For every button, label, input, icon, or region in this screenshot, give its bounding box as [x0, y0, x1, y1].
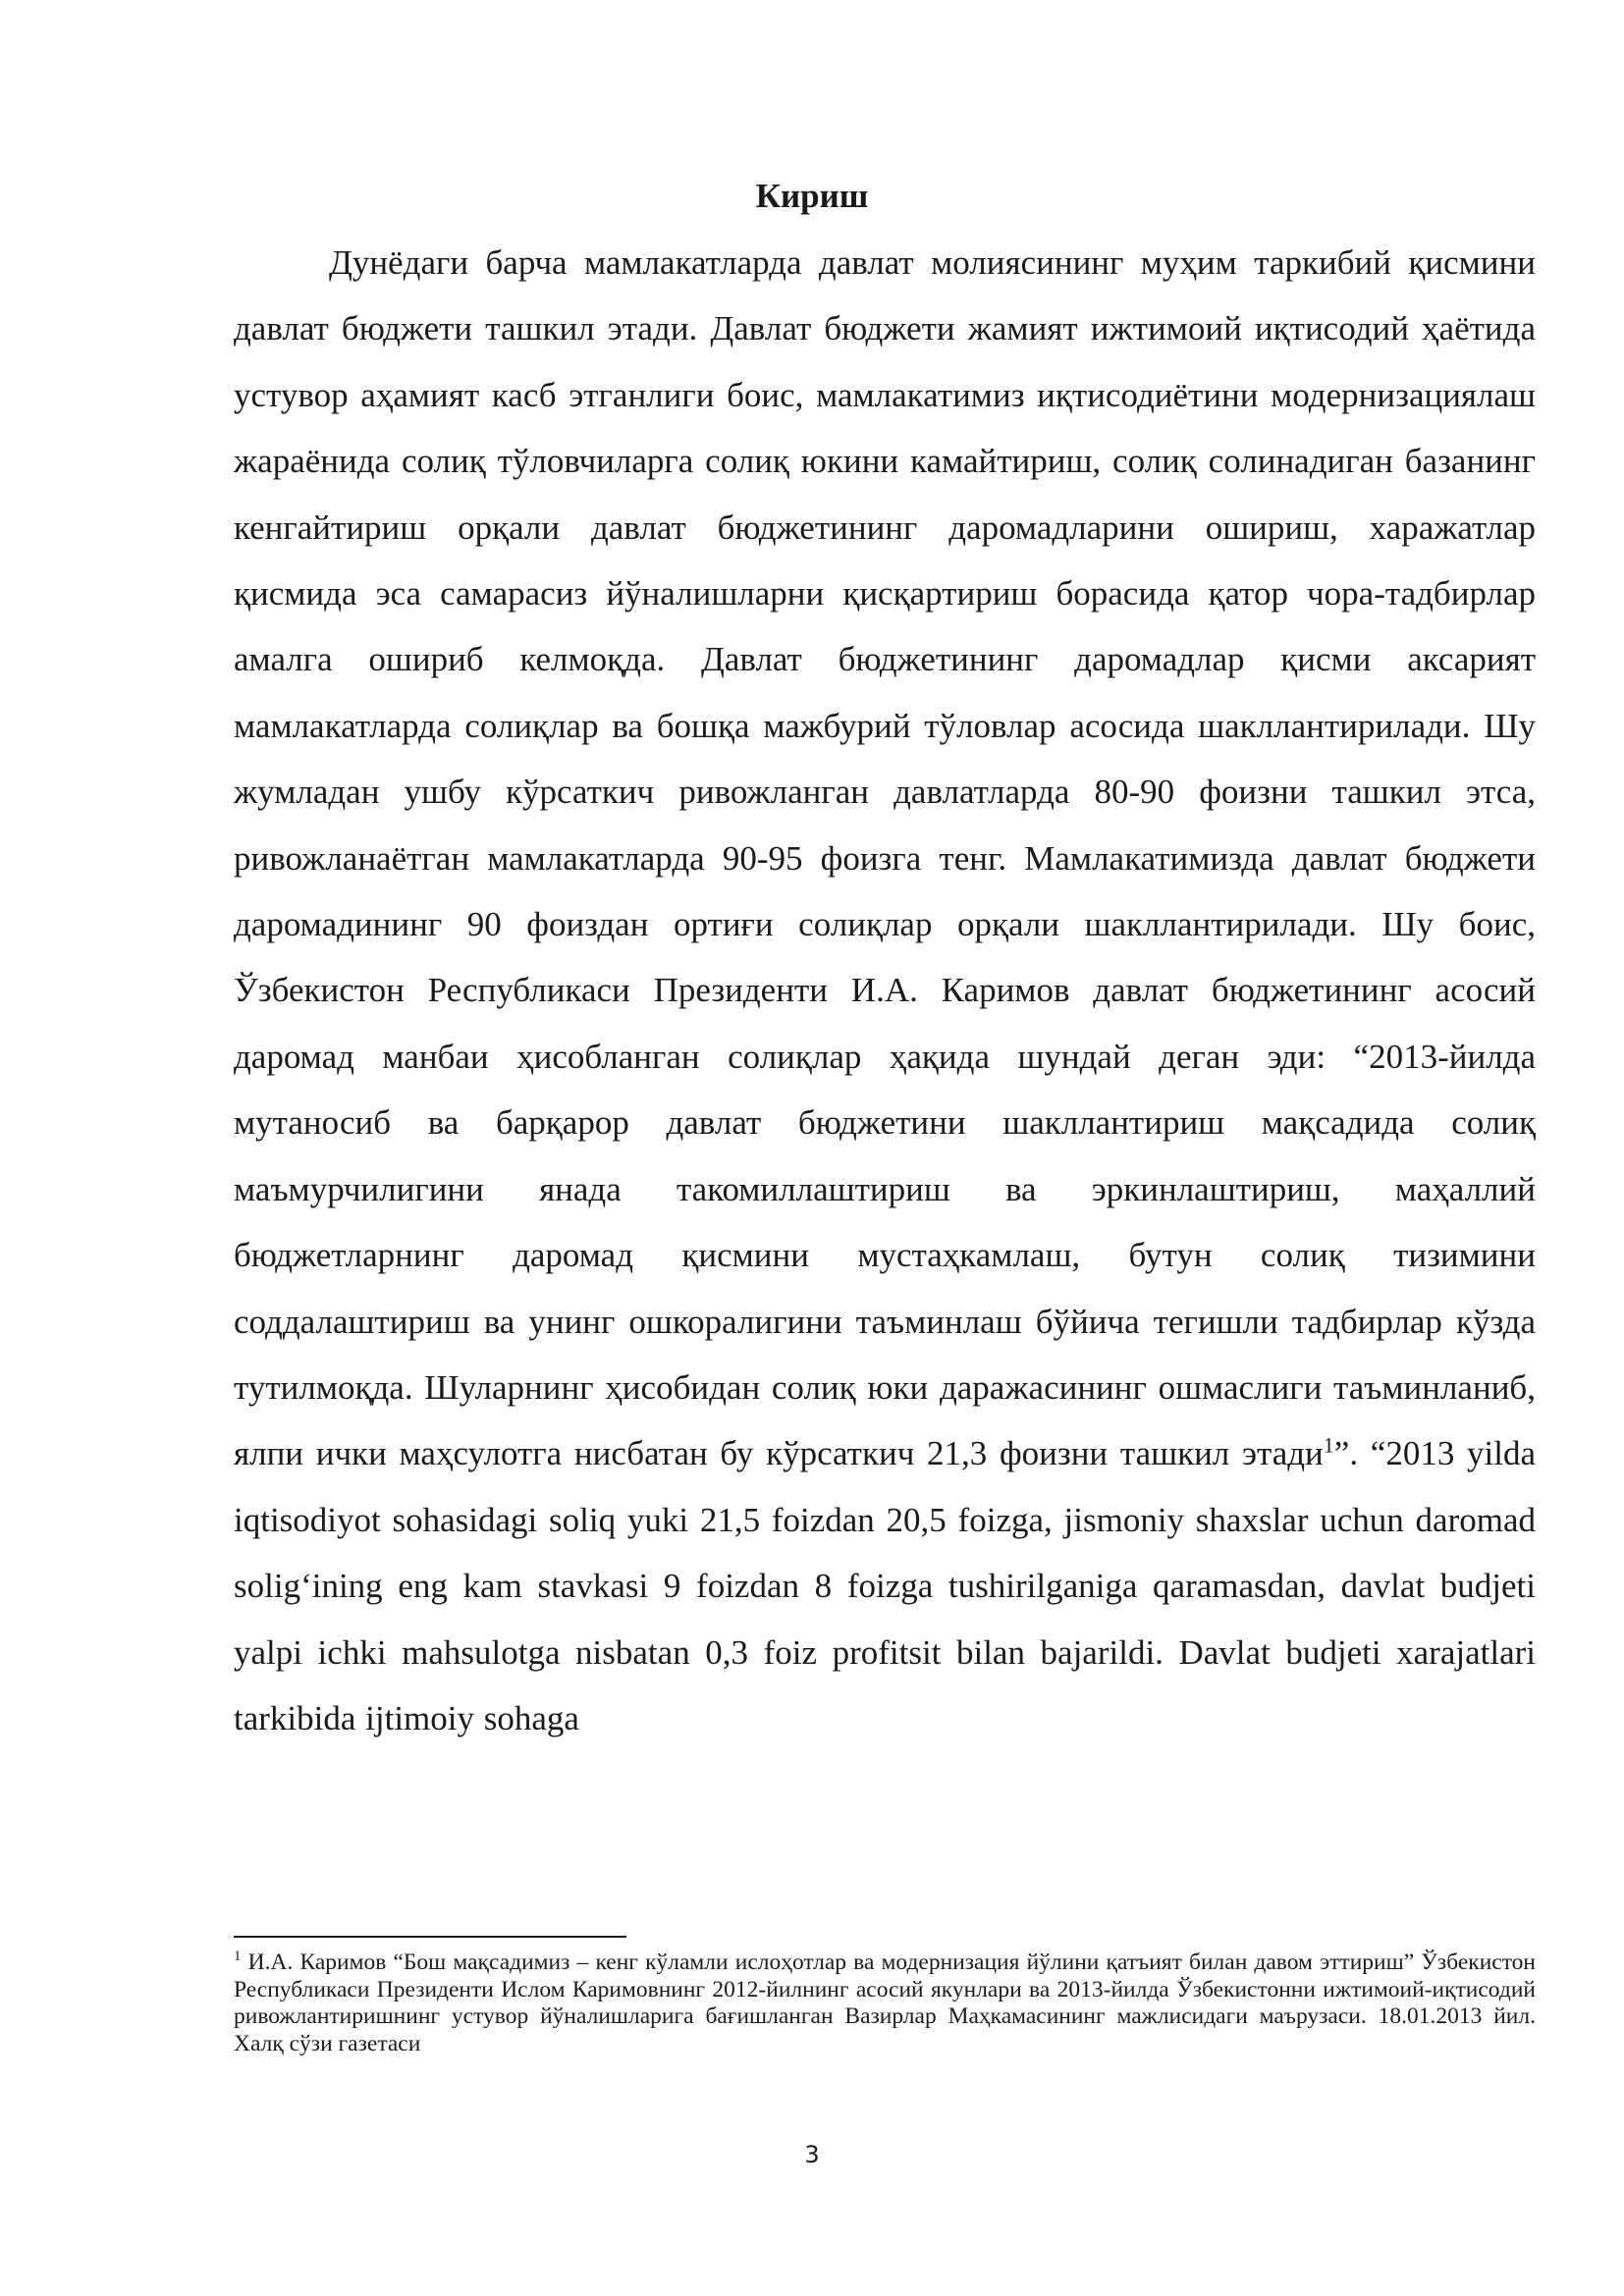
body-text-continuation: ”. “2013 yilda iqtisodiyot sohasidagi soliq yuki 21,5 foizdan 20,5 foizga, jismoniy shaxslar uchun daromad solig‘ining eng kam stavkasi 9 foizdan 8 foizga tushirilganiga qaramasdan, davlat budjeti yalpi ichki mahsulotga nisbatan 0,3 foiz profitsit bilan bajarildi. Davlat budjeti xarajatlari tarkibida ijtimoiy sohaga — [234, 1434, 1536, 1737]
body-text-main: Дунёдаги барча мамлакатларда давлат молиясининг муҳим таркибий қисмини давлат бюджети ташкил этади. Давлат бюджети жамият ижтимоий иқтисодий ҳаётида устувор аҳамият касб этганлиги боис, мамлакатимиз иқтисодиётини модернизациялаш жараёнида солиқ тўловчиларга солиқ юкини камайтириш, солиқ солинадиган базанинг кенгайтириш орқали давлат бюджетининг даромадларини ошириш, харажатлар қисмида эса самарасиз йўналишларни қисқартириш борасида қатор чора-тадбирлар амалга ошириб келмоқда. Давлат бюджетининг даромадлар қисми аксарият мамлакатларда солиқлар ва бошқа мажбурий тўловлар асосида шакллантирилади. Шу жумладан ушбу кўрсаткич ривожланган давлатларда 80-90 фоизни ташкил этса, ривожланаётган мамлакатларда 90-95 фоизга тенг. Мамлакатимизда давлат бюджети даромадининг 90 фоиздан ортиғи солиқлар орқали шакллантирилади. Шу боис, Ўзбекистон Республикаси Президенти И.А. Каримов давлат бюджетининг асосий даромад манбаи ҳисобланган солиқлар ҳақида шундай деган эди: “2013-йилда мутаносиб ва барқарор давлат бюджетини шакллантириш мақсадида солиқ маъмурчилигини янада такомиллаштириш ва эркинлаштириш, маҳаллий бюджетларнинг даромад қисмини мустаҳкамлаш, бутун солиқ тизимини соддалаштириш ва унинг ошкоралигини таъминлаш бўйича тегишли тадбирлар кўзда тутилмоқда. Шуларнинг ҳисобидан солиқ юки даражасининг ошмаслиги таъминланиб, ялпи ички маҳсулотга нисбатан бу кўрсаткич 21,3 фоизни ташкил этади — [234, 243, 1536, 1473]
footnote-reference: 1 — [1323, 1432, 1334, 1458]
footnote-number: 1 — [234, 1949, 242, 1965]
body-paragraph — [234, 230, 1536, 1751]
footnote-separator — [234, 1936, 626, 1938]
section-heading: Кириш — [755, 177, 869, 215]
footnote-text: И.А. Каримов “Бош мақсадимиз – кенг кўламли ислоҳотлар ва модернизация йўлини қатъият билан давом эттириш” Ўзбекистон Республикаси Президенти Ислом Каримовнинг 2012-йилнинг асосий якунлари ва 2013-йилда Ўзбекистонни ижтимоий-иқтисодий ривожлантиришнинг устувор йўналишларига бағишланган Вазирлар Маҳкамасининг мажлисидаги маърузаси. 18.01.2013 йил. Халқ сўзи газетаси — [234, 1949, 1536, 2056]
footnote — [234, 1949, 1536, 2057]
page-number: 3 — [804, 2141, 820, 2168]
